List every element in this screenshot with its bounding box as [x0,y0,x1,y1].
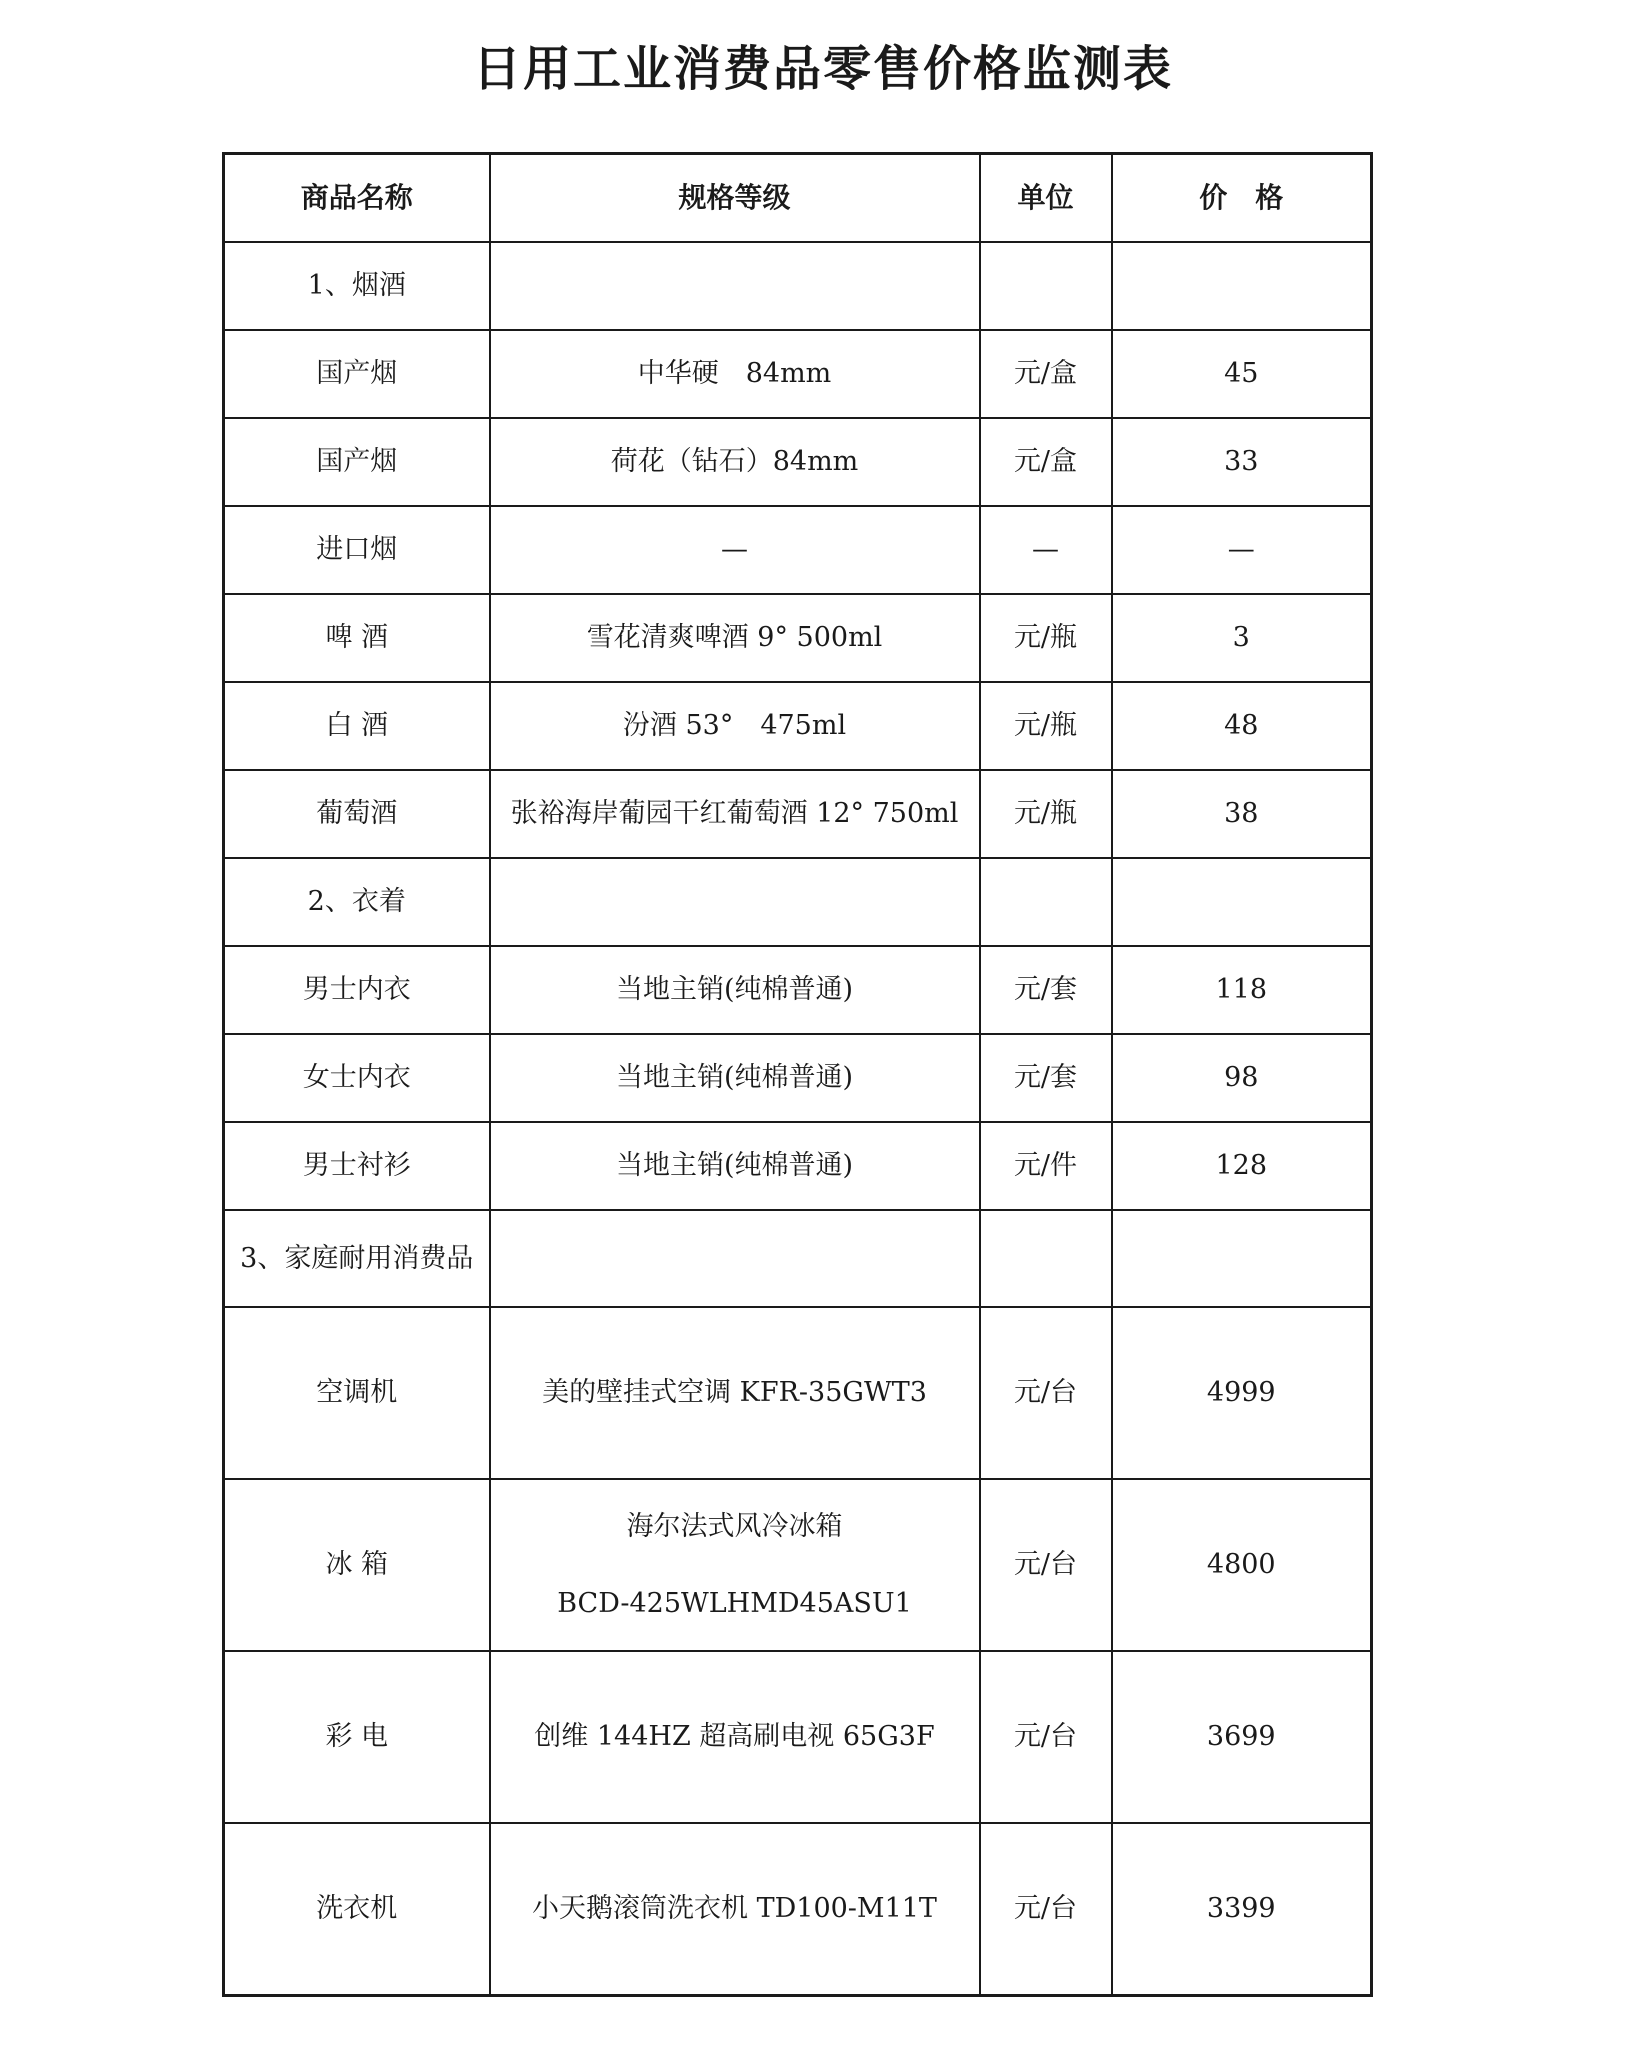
table-row [224,682,1372,770]
spec-cell: 荷花（钻石）84mm [490,418,980,506]
price-cell: 3399 [1112,1823,1372,1996]
category-label: 3、家庭耐用消费品 [224,1210,490,1307]
category-label: 1、烟酒 [224,242,490,330]
empty-cell [490,242,980,330]
empty-cell [490,858,980,946]
table-row [224,1122,1372,1210]
empty-cell [490,1210,980,1307]
product-name-cell: 男士衬衫 [224,1122,490,1210]
spec-cell: 当地主销(纯棉普通) [490,946,980,1034]
product-name-cell: 进口烟 [224,506,490,594]
empty-cell [980,242,1112,330]
category-row [224,858,1372,946]
spec-cell: 雪花清爽啤酒 9° 500ml [490,594,980,682]
price-monitoring-table [222,152,1373,1997]
price-cell: 33 [1112,418,1372,506]
price-cell: 38 [1112,770,1372,858]
product-name-cell: 男士内衣 [224,946,490,1034]
product-name-cell: 冰 箱 [224,1479,490,1651]
price-cell: 128 [1112,1122,1372,1210]
product-name-cell: 空调机 [224,1307,490,1479]
spec-cell: 中华硬 84mm [490,330,980,418]
document-title: 日用工业消费品零售价格监测表 [472,41,1173,97]
unit-cell: 元/台 [980,1823,1112,1996]
header-product-name: 商品名称 [224,154,490,243]
product-name-cell: 洗衣机 [224,1823,490,1996]
category-label: 2、衣着 [224,858,490,946]
price-cell: — [1112,506,1372,594]
unit-cell: 元/盒 [980,418,1112,506]
unit-cell: 元/台 [980,1651,1112,1823]
table-row [224,1823,1372,1996]
product-name-cell: 白 酒 [224,682,490,770]
unit-cell: 元/瓶 [980,682,1112,770]
spec-cell: 美的壁挂式空调 KFR-35GWT3 [490,1307,980,1479]
empty-cell [980,1210,1112,1307]
price-cell: 118 [1112,946,1372,1034]
unit-cell: 元/瓶 [980,770,1112,858]
header-price: 价 格 [1112,154,1372,243]
product-name-cell: 葡萄酒 [224,770,490,858]
empty-cell [1112,1210,1372,1307]
spec-cell: — [490,506,980,594]
category-row [224,1210,1372,1307]
unit-cell: — [980,506,1112,594]
table-row [224,946,1372,1034]
product-name-cell: 啤 酒 [224,594,490,682]
table-header-row [224,154,1372,243]
table-row [224,506,1372,594]
header-unit: 单位 [980,154,1112,243]
table-row [224,1479,1372,1651]
price-cell: 3699 [1112,1651,1372,1823]
product-name-cell: 女士内衣 [224,1034,490,1122]
spec-cell [490,1479,980,1651]
product-name-cell: 国产烟 [224,330,490,418]
table-row [224,1651,1372,1823]
table-row [224,770,1372,858]
table-row [224,330,1372,418]
price-cell: 48 [1112,682,1372,770]
product-name-cell: 彩 电 [224,1651,490,1823]
spec-line-1: 海尔法式风冷冰箱 [626,1510,843,1542]
unit-cell: 元/瓶 [980,594,1112,682]
empty-cell [1112,242,1372,330]
table-row [224,594,1372,682]
empty-cell [980,858,1112,946]
table-row [224,418,1372,506]
spec-cell: 当地主销(纯棉普通) [490,1122,980,1210]
spec-line-2: BCD-425WLHMD45ASU1 [557,1588,912,1619]
category-row [224,242,1372,330]
header-spec-grade: 规格等级 [490,154,980,243]
spec-cell: 当地主销(纯棉普通) [490,1034,980,1122]
price-cell: 4999 [1112,1307,1372,1479]
product-name-cell: 国产烟 [224,418,490,506]
price-cell: 45 [1112,330,1372,418]
price-cell: 98 [1112,1034,1372,1122]
table-row [224,1307,1372,1479]
unit-cell: 元/套 [980,946,1112,1034]
spec-cell: 汾酒 53° 475ml [490,682,980,770]
spec-cell: 创维 144HZ 超高刷电视 65G3F [490,1651,980,1823]
price-cell: 3 [1112,594,1372,682]
price-cell: 4800 [1112,1479,1372,1651]
spec-cell: 小天鹅滚筒洗衣机 TD100-M11T [490,1823,980,1996]
unit-cell: 元/盒 [980,330,1112,418]
table-row [224,1034,1372,1122]
unit-cell: 元/件 [980,1122,1112,1210]
unit-cell: 元/台 [980,1479,1112,1651]
empty-cell [1112,858,1372,946]
spec-cell: 张裕海岸葡园干红葡萄酒 12° 750ml [490,770,980,858]
unit-cell: 元/套 [980,1034,1112,1122]
unit-cell: 元/台 [980,1307,1112,1479]
